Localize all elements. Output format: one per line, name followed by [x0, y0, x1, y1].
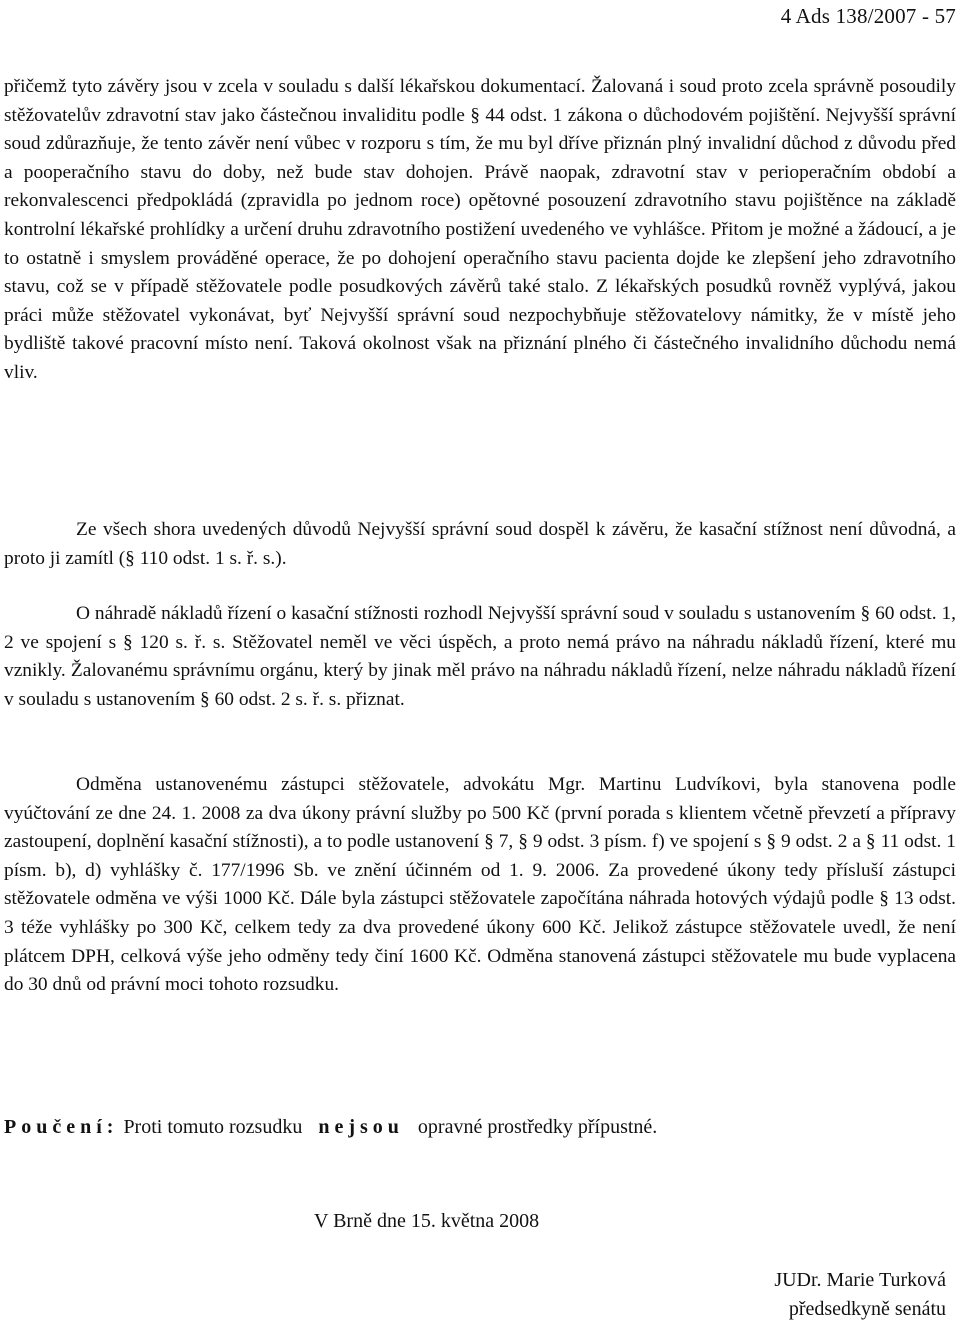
- instruction-emphasis: nejsou: [318, 1116, 404, 1138]
- paragraph-4: Odměna ustanovenému zástupci stěžovatele, advokátu Mgr. Martinu Ludvíkovi, byla stanovena podle vyúčtování ze dne 24. 1. 2008 za dva úkony právní služby po 500 Kč (první porada s klientem včetně převzetí a přípravy zastoupení, doplnění kasační stížnosti), a to podle ustanovení § 7, § 9 odst. 3 písm. f) ve spojení s § 9 odst. 2 a § 11 odst. 1 písm. b), d) vyhlášky č. 177/1996 Sb. ve znění účinném od 1. 9. 2006. Za provedené úkony tedy přísluší zástupci stěžovatele odměna ve výši 1000 Kč. Dále byla zástupci stěžovatele započítána náhrada hotových výdajů podle § 13 odst. 3 téže vyhlášky po 300 Kč, celkem tedy za dva provedené úkony 600 Kč. Jelikož zástupce stěžovatele uvedl, že není plátcem DPH, celková výše jeho odměny tedy činí 1600 Kč. Odměna stanovená zástupci stěžovatele mu bude vyplacena do 30 dnů od právní moci tohoto rozsudku.: [4, 774, 956, 996]
- signer-role: předsedkyně senátu: [788, 1298, 946, 1320]
- paragraph-2: Ze všech shora uvedených důvodů Nejvyšší správní soud dospěl k závěru, že kasační stížnost není důvodná, a proto ji zamítl (§ 110 odst. 1 s. ř. s.).: [4, 519, 956, 569]
- instruction-text-after: opravné prostředky přípustné.: [417, 1116, 658, 1138]
- signer-name: JUDr. Marie Turková: [774, 1269, 946, 1291]
- paragraph-1: přičemž tyto závěry jsou v zcela v souladu s další lékařskou dokumentací. Žalovaná i soud proto zcela správně posoudily stěžovatelův zdravotní stav jako částečnou invaliditu podle § 44 odst. 1 zákona o důchodovém pojištění. Nejvyšší správní soud zdůrazňuje, že tento závěr není vůbec v rozporu s tím, že mu byl dříve přiznán plný invalidní důchod z důvodu před a pooperačního stavu do doby, než bude stav dohojen. Právě naopak, zdravotní stav v perioperačním období a rekonvalescenci předpokládá (zpravidla po jednom roce) opětovné posouzení zdravotního stavu pojištěnce na základě kontrolní lékařské prohlídky a určení druhu zdravotního postižení uvedeného ve vyhlášce. Přitom je možné a žádoucí, a je to ostatně i smyslem prováděné operace, že po dohojení operačního stavu pacienta dojde ke zlepšení jeho zdravotního stavu, což se v případě stěžovatele podle posudkových závěrů také stalo. Z lékařských posudků rovněž vyplývá, jakou práci může stěžovatel vykonávat, byť Nejvyšší správní soud nezpochybňuje stěžovatelovy námitky, že v místě jeho bydliště takové pracovní místo není. Taková okolnost však na přiznání plného či částečného invalidního důchodu nemá vliv.: [4, 76, 956, 383]
- instruction-line: [4, 1112, 956, 1142]
- instruction-label: Poučení:: [4, 1116, 119, 1138]
- date-line: V Brně dne 15. května 2008: [314, 1210, 540, 1232]
- paragraph-3: O náhradě nákladů řízení o kasační stížnosti rozhodl Nejvyšší správní soud v souladu s ustanovením § 60 odst. 1, 2 ve spojení s § 120 s. ř. s. Stěžovatel neměl ve věci úspěch, a proto nemá právo na náhradu nákladů řízení, které mu vznikly. Žalovanému správnímu orgánu, který by jinak měl právo na náhradu nákladů řízení, nelze náhradu nákladů řízení v souladu s ustanovením § 60 odst. 2 s. ř. s. přiznat.: [4, 603, 956, 710]
- instruction-text-before: Proti tomuto rozsudku: [123, 1116, 303, 1138]
- signature-block: [774, 1266, 946, 1324]
- case-reference: 4 Ads 138/2007 - 57: [780, 4, 956, 28]
